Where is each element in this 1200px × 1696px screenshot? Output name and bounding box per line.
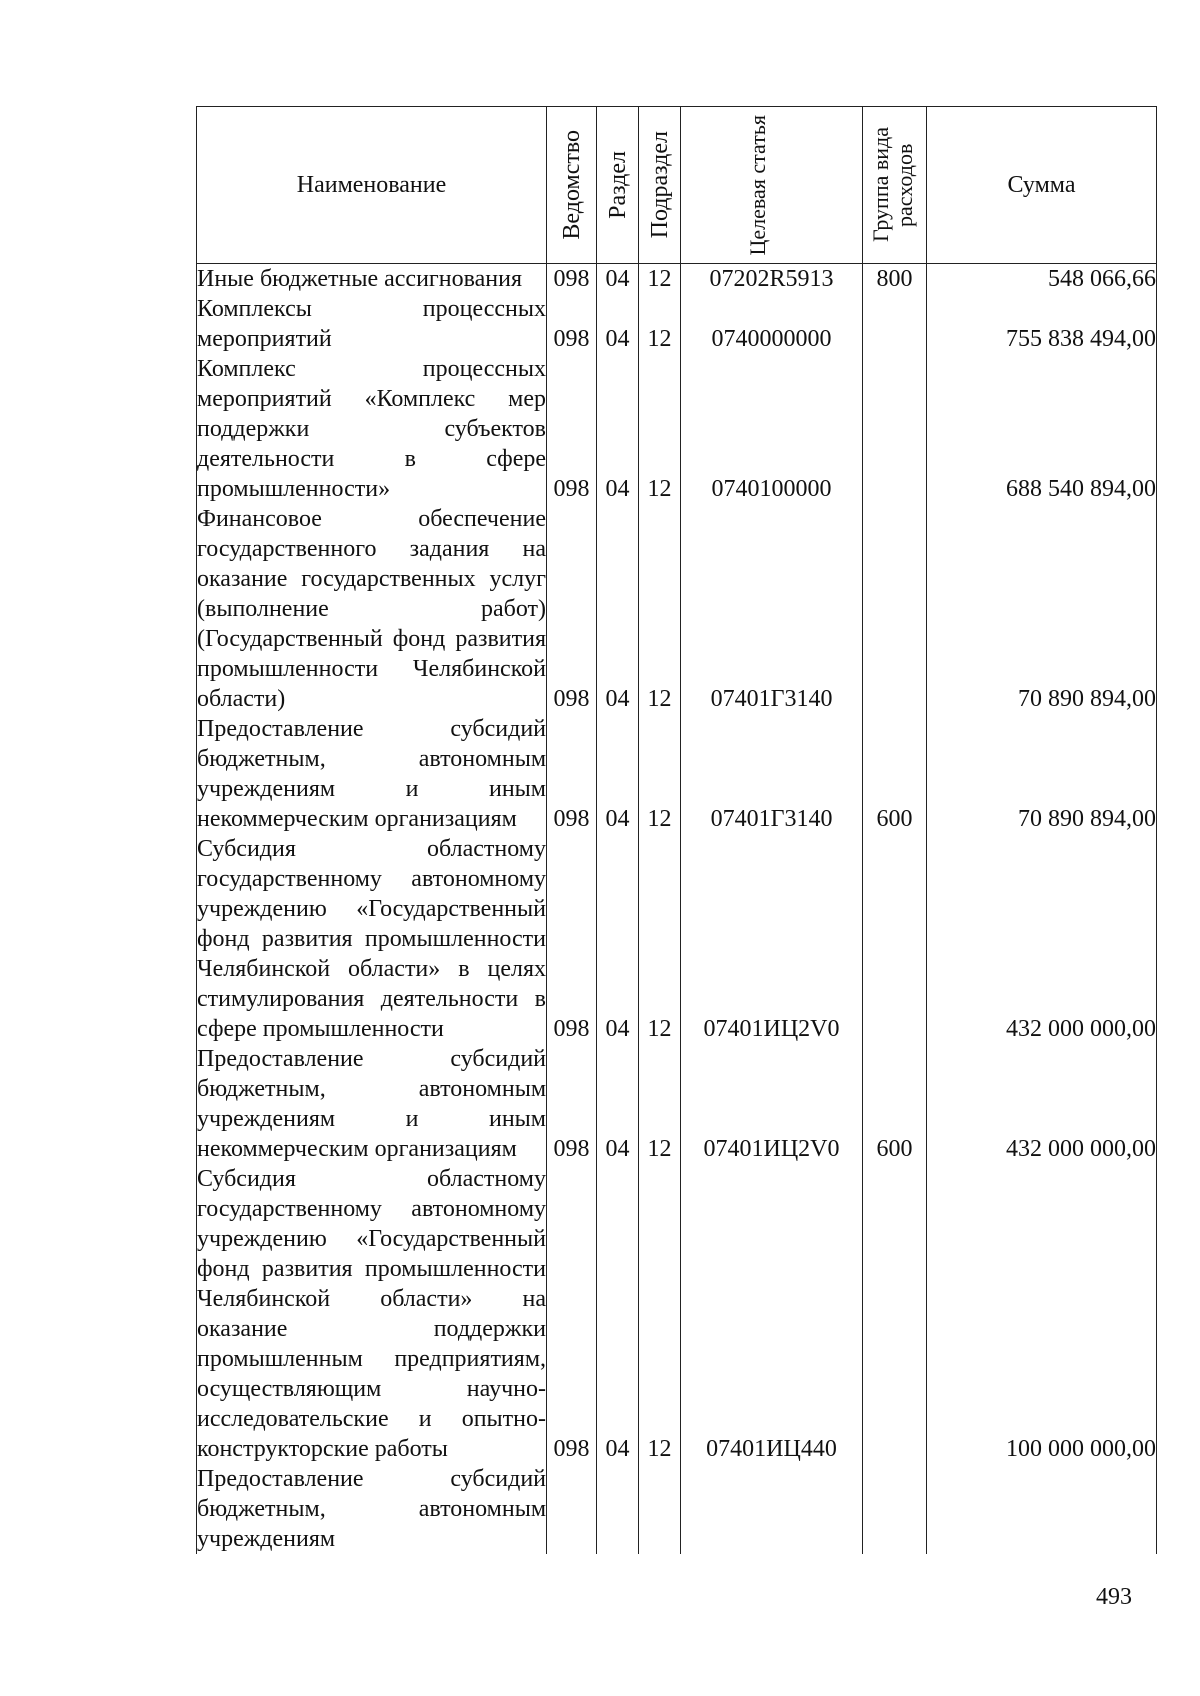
row-target: 07401ИЦ2V0 [681, 834, 863, 1044]
header-group: Группа вида расходов [863, 107, 927, 264]
row-group [863, 1464, 927, 1554]
row-sum: 100 000 000,00 [927, 1164, 1157, 1464]
row-sum: 432 000 000,00 [927, 1044, 1157, 1164]
row-target: 07401Г3140 [681, 714, 863, 834]
row-name: Иные бюджетные ассигнования [197, 264, 547, 295]
row-target: 07401Г3140 [681, 504, 863, 714]
row-target: 07202R5913 [681, 264, 863, 295]
row-group: 800 [863, 264, 927, 295]
row-dept: 098 [547, 834, 597, 1044]
row-name: Предоставление субсидий бюджетным, автономным учреждениям [197, 1466, 546, 1552]
table-row [197, 264, 1157, 295]
row-dept: 098 [547, 264, 597, 295]
row-sum: 548 066,66 [927, 264, 1157, 295]
row-section: 04 [597, 264, 639, 295]
header-dept: Ведомство [547, 107, 597, 264]
row-sum: 688 540 894,00 [927, 354, 1157, 504]
row-group [863, 1164, 927, 1464]
row-group: 600 [863, 714, 927, 834]
row-dept: 098 [547, 1044, 597, 1164]
row-subsection: 12 [639, 1164, 681, 1464]
page-number: 493 [1096, 1584, 1132, 1610]
row-subsection: 12 [639, 264, 681, 295]
row-target: 07401ИЦ2V0 [681, 1044, 863, 1164]
row-subsection: 12 [639, 294, 681, 354]
row-subsection [639, 1464, 681, 1554]
header-subsection: Подраздел [639, 107, 681, 264]
row-group [863, 294, 927, 354]
row-sum: 70 890 894,00 [927, 504, 1157, 714]
row-name: Предоставление субсидий бюджетным, автономным учреждениям и иным некоммерческим организациям [197, 716, 546, 832]
row-sum [927, 1464, 1157, 1554]
header-target: Целевая статья [681, 107, 863, 264]
table-row [197, 1044, 1157, 1164]
budget-table [196, 106, 1157, 1554]
row-section: 04 [597, 714, 639, 834]
row-section: 04 [597, 1164, 639, 1464]
row-subsection: 12 [639, 354, 681, 504]
row-target: 07401ИЦ440 [681, 1164, 863, 1464]
row-section: 04 [597, 354, 639, 504]
row-group [863, 834, 927, 1044]
row-subsection: 12 [639, 834, 681, 1044]
row-name: Финансовое обеспечение государственного задания на оказание государственных услуг (выполнение работ) (Государственный фонд развития промышленности Челябинской области) [197, 506, 546, 712]
row-dept: 098 [547, 1164, 597, 1464]
row-sum: 70 890 894,00 [927, 714, 1157, 834]
table-row [197, 294, 1157, 354]
row-dept: 098 [547, 714, 597, 834]
table-row [197, 504, 1157, 714]
row-subsection: 12 [639, 714, 681, 834]
row-section: 04 [597, 504, 639, 714]
header-name: Наименование [197, 107, 547, 264]
row-name: Комплексы процессных мероприятий [197, 296, 546, 352]
table-row [197, 834, 1157, 1044]
row-subsection: 12 [639, 1044, 681, 1164]
row-target: 0740100000 [681, 354, 863, 504]
row-dept: 098 [547, 294, 597, 354]
row-sum: 755 838 494,00 [927, 294, 1157, 354]
row-group: 600 [863, 1044, 927, 1164]
row-section: 04 [597, 294, 639, 354]
header-section: Раздел [597, 107, 639, 264]
row-target: 0740000000 [681, 294, 863, 354]
row-dept: 098 [547, 354, 597, 504]
row-name: Субсидия областному государственному автономному учреждению «Государственный фонд развития промышленности Челябинской области» в целях стимулирования деятельности в сфере промышленности [197, 836, 546, 1042]
row-group [863, 504, 927, 714]
row-dept [547, 1464, 597, 1554]
row-target [681, 1464, 863, 1554]
row-dept: 098 [547, 504, 597, 714]
row-section [597, 1464, 639, 1554]
table-row [197, 354, 1157, 504]
row-subsection: 12 [639, 504, 681, 714]
table-header-row [197, 107, 1157, 264]
header-sum: Сумма [927, 107, 1157, 264]
row-section: 04 [597, 1044, 639, 1164]
row-sum: 432 000 000,00 [927, 834, 1157, 1044]
table-row [197, 1164, 1157, 1464]
table-row [197, 1464, 1157, 1554]
row-name: Комплекс процессных мероприятий «Комплекс мер поддержки субъектов деятельности в сфере промышленности» [197, 356, 546, 502]
table-row [197, 714, 1157, 834]
row-name: Предоставление субсидий бюджетным, автономным учреждениям и иным некоммерческим организациям [197, 1046, 546, 1162]
row-section: 04 [597, 834, 639, 1044]
row-name: Субсидия областному государственному автономному учреждению «Государственный фонд развития промышленности Челябинской области» на оказание поддержки промышленным предприятиям, осуществляющим научно-исследовательские и опытно-конструкторские работы [197, 1166, 546, 1462]
row-group [863, 354, 927, 504]
